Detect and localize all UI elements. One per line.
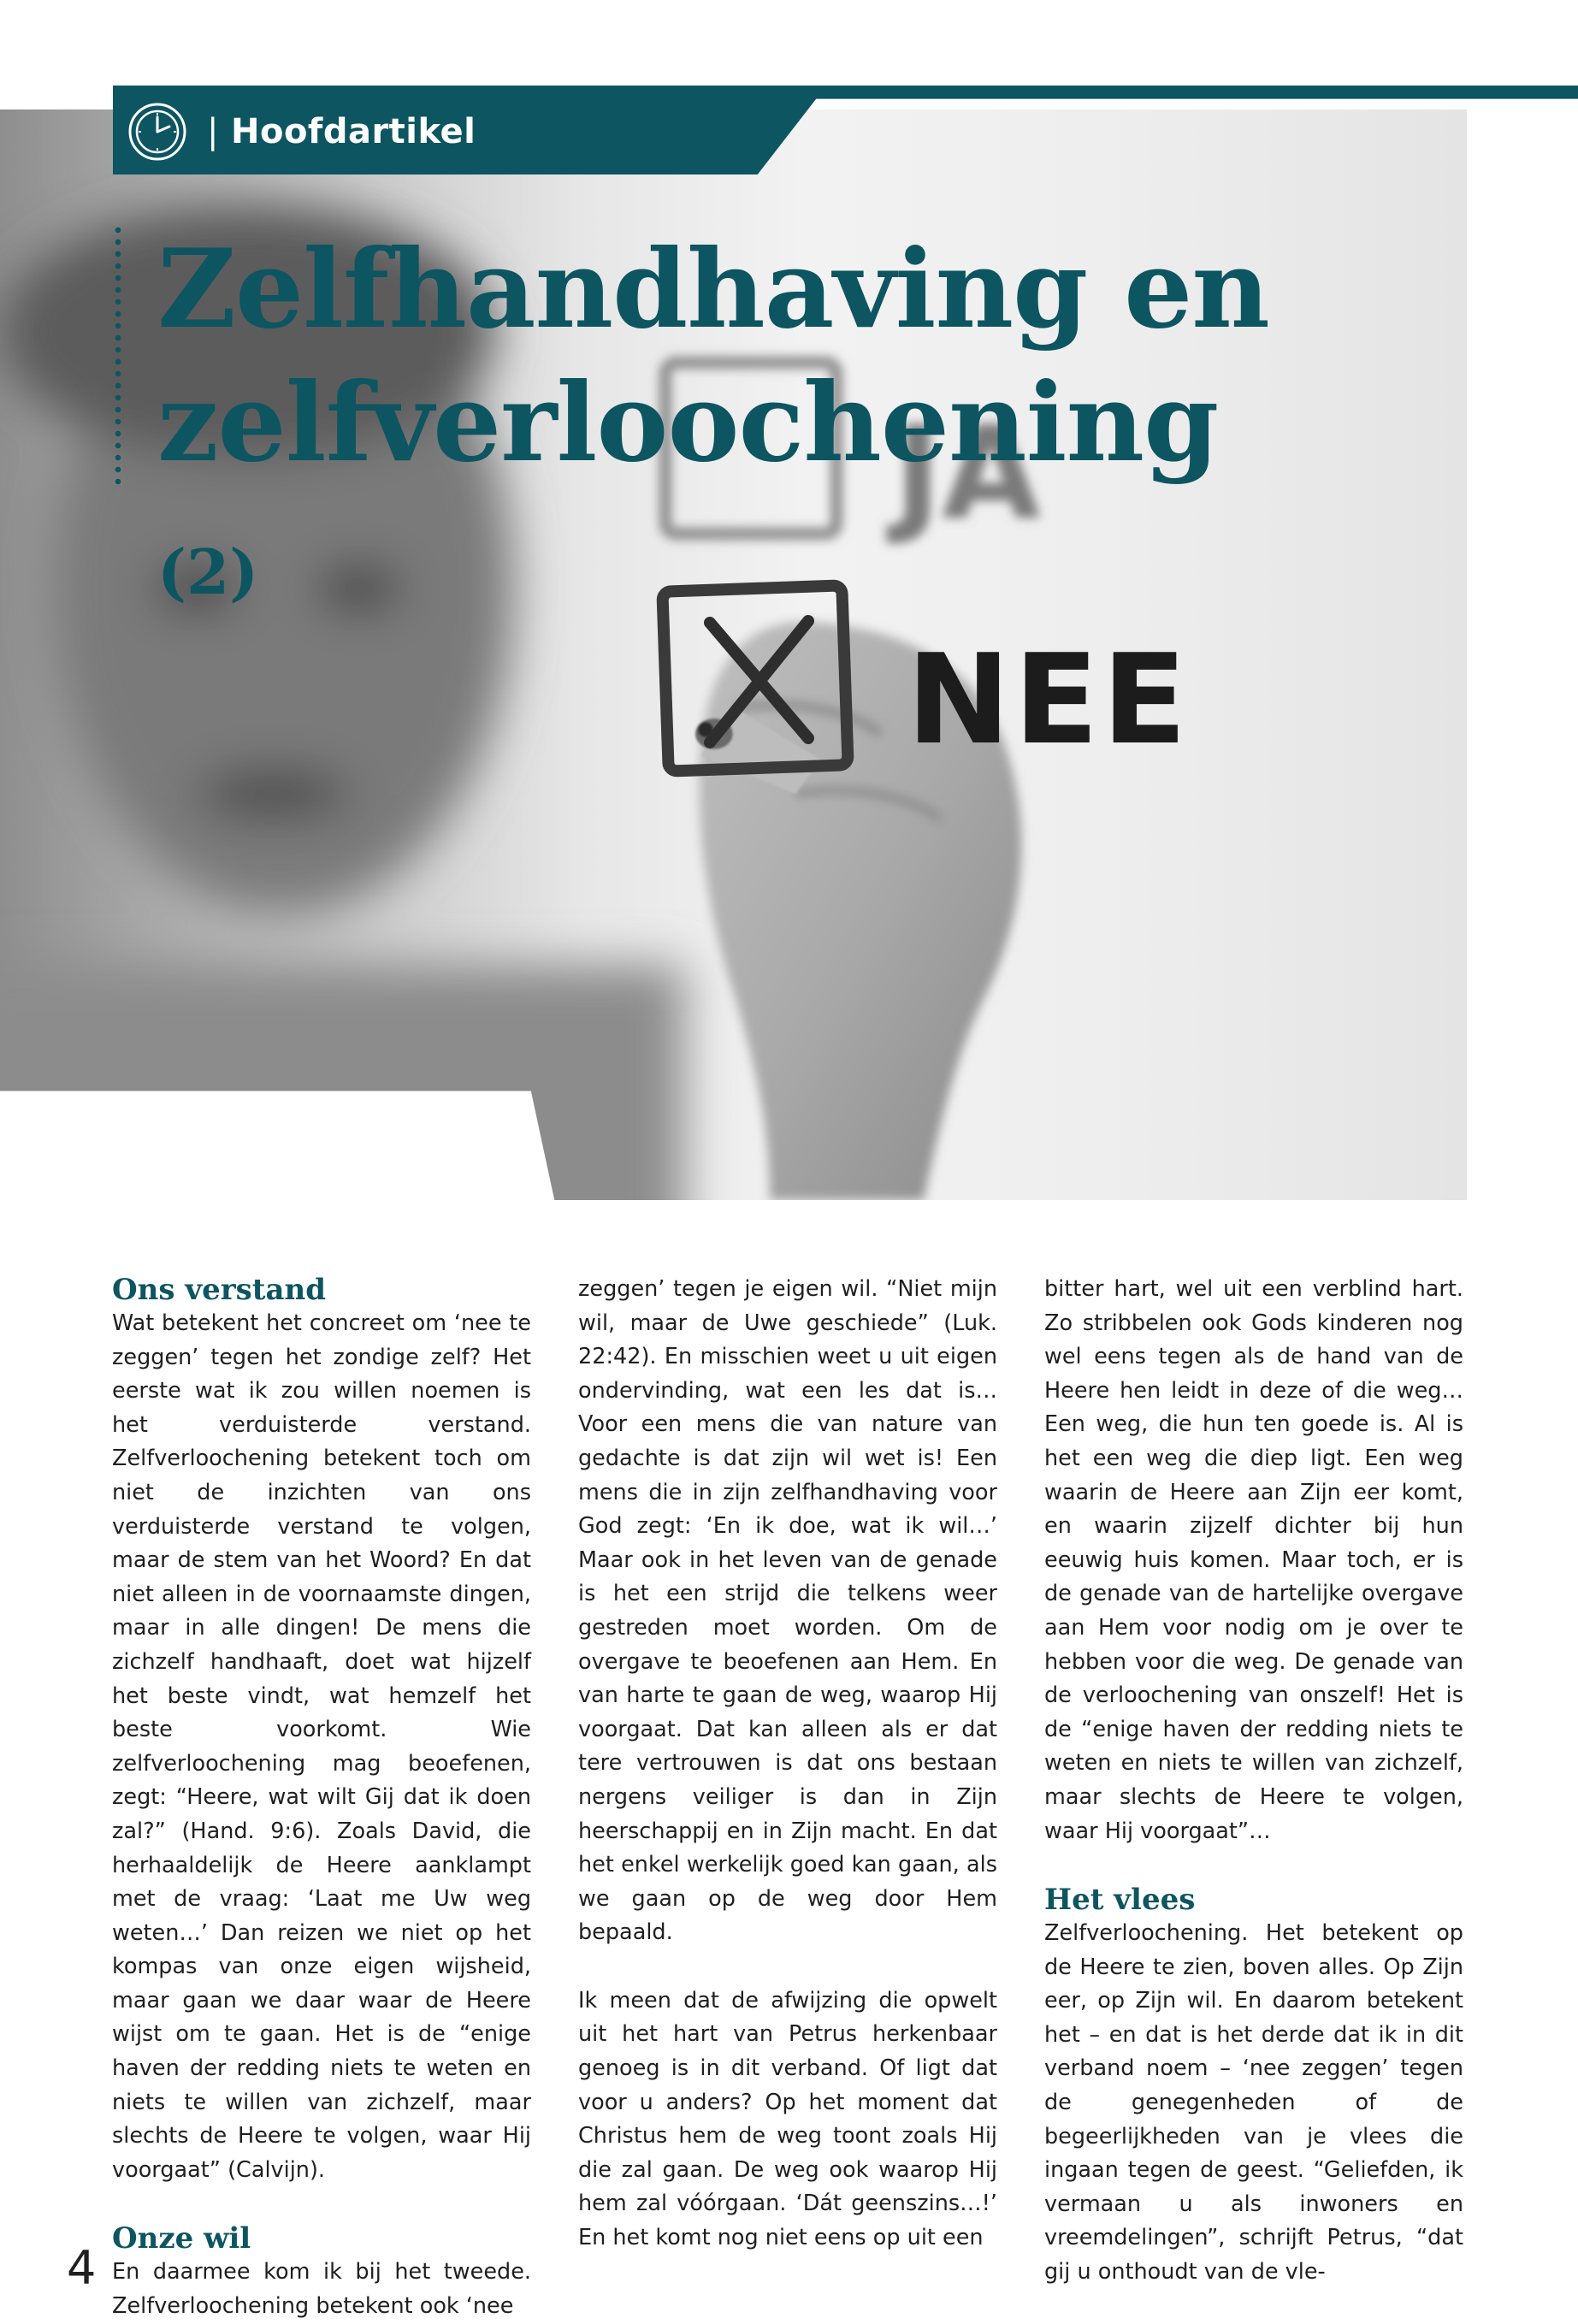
article-column-2: [578, 1273, 997, 2256]
paragraph: Ik meen dat de afwijzing die opwelt uit het hart van Petrus herkenbaar genoeg is in dit verband. Of ligt dat voor u anders? Op het moment dat Christus hem de weg toont zoals Hij die zal gaan. De weg ook waarop Hij hem zal vóórgaan. ‘Dát geenszins…!’ En het komt nog niet eens op uit een: [578, 1987, 997, 2251]
article-title: [157, 222, 1269, 639]
section-header: [127, 101, 476, 163]
paragraph: Wat betekent het concreet om ‘nee te zeggen’ tegen het zondige zelf? Het eerste wat ik zou willen noemen is het verduisterde verstand. Zelfverloochening betekent toch om niet de inzichten van ons verduisterde verstand te volgen, maar de stem van het Woord? En dat niet alleen in de voornaamste dingen, maar in alle dingen! De mens die zichzelf handhaaft, doet wat hijzelf het beste vindt, wat hemzelf het beste voorkomt. Wie zelfverloochening mag beoefenen, zegt: “Heere, wat wilt Gij dat ik doen zal?” (Hand. 9:6). Zoals David, die herhaaldelijk de Heere aanklampt met de vraag: ‘Laat me Uw weg weten…’ Dan reizen we niet op het kompas van onze eigen wijsheid, maar gaan we daar waar de Heere wijst om te gaan. Het is de “enige haven der redding niets te weten en niets te willen van zichzelf, maar slechts de Heere te volgen, waar Hij voorgaat” (Calvijn).: [112, 1310, 531, 2183]
subheading-onze-wil: Onze wil: [112, 2221, 251, 2256]
paragraph: En daarmee kom ik bij het tweede. Zelfverloochening betekent ook ‘nee: [112, 2259, 531, 2320]
title-line-2: zelfverloochening: [157, 359, 1219, 486]
section-label: | Hoofdartikel: [207, 112, 476, 151]
paragraph: bitter hart, wel uit een verblind hart. Zo stribbelen ook Gods kinderen nog wel eens tegen als de hand van de Heere hen leidt in deze of die weg… Een weg, die hun ten goede is. Al is het een weg die diep ligt. Een weg waarin de Heere aan Zijn eer komt, en waarin zijzelf dichter bij hun eeuwig huis komen. Maar toch, er is de genade van de hartelijke overgave aan Hem voor nodig om je over te hebben voor die weg. De genade van de verloochening van onszelf! Het is de “enige haven der redding niets te weten en niets te willen van zichzelf, maar slechts de Heere te volgen, waar Hij voorgaat”…: [1044, 1276, 1463, 1844]
title-part-number: (2): [157, 535, 259, 608]
checkbox-yes-label: JA: [894, 399, 1041, 548]
page-number: 4: [67, 2241, 97, 2295]
subheading-ons-verstand: Ons verstand: [112, 1273, 326, 1307]
paragraph: zeggen’ tegen je eigen wil. “Niet mijn wil, maar de Uwe geschiede” (Luk. 22:42). En misschien weet u uit eigen ondervinding, wat een les dat is… Voor een mens die van nature van gedachte is dat zijn wil wet is! Een mens die in zijn zelfhandhaving voor God zegt: ‘En ik doe, wat ik wil…’ Maar ook in het leven van de genade is het een strijd die telkens weer gestreden moet worden. Om de overgave te beoefenen aan Hem. En van harte te gaan de weg, waarop Hij voorgaat. Dat kan alleen als er dat tere vertrouwen is dat ons bestaan nergens veiliger is dan in Zijn heerschappij en in Zijn macht. En dat het enkel werkelijk goed kan gaan, als we gaan op de weg door Hem bepaald.: [578, 1276, 997, 1946]
article-column-1: [112, 1273, 531, 2324]
dotted-rule: [115, 224, 121, 489]
title-line-1: Zelfhandhaving en: [157, 226, 1269, 352]
section-name: Hoofdartikel: [230, 112, 476, 151]
checkbox-no-label: NEE: [907, 628, 1191, 772]
subheading-het-vlees: Het vlees: [1044, 1883, 1196, 1918]
paragraph: Zelfverloochening. Het betekent op de Heere te zien, boven alles. Op Zijn eer, op Zijn wil. En daarom betekent het – en dat is het derde dat ik in dit verband noem – ‘nee zeggen’ tegen de genegenheden of de begeerlijkheden van je vlees die ingaan tegen de geest. “Geliefden, ik vermaan u als inwoners en vreemdelingen”, schrijft Petrus, “dat gij u onthoudt van de vle-: [1044, 1920, 1463, 2286]
article-column-3: [1044, 1273, 1463, 2290]
clock-icon: [127, 101, 188, 163]
